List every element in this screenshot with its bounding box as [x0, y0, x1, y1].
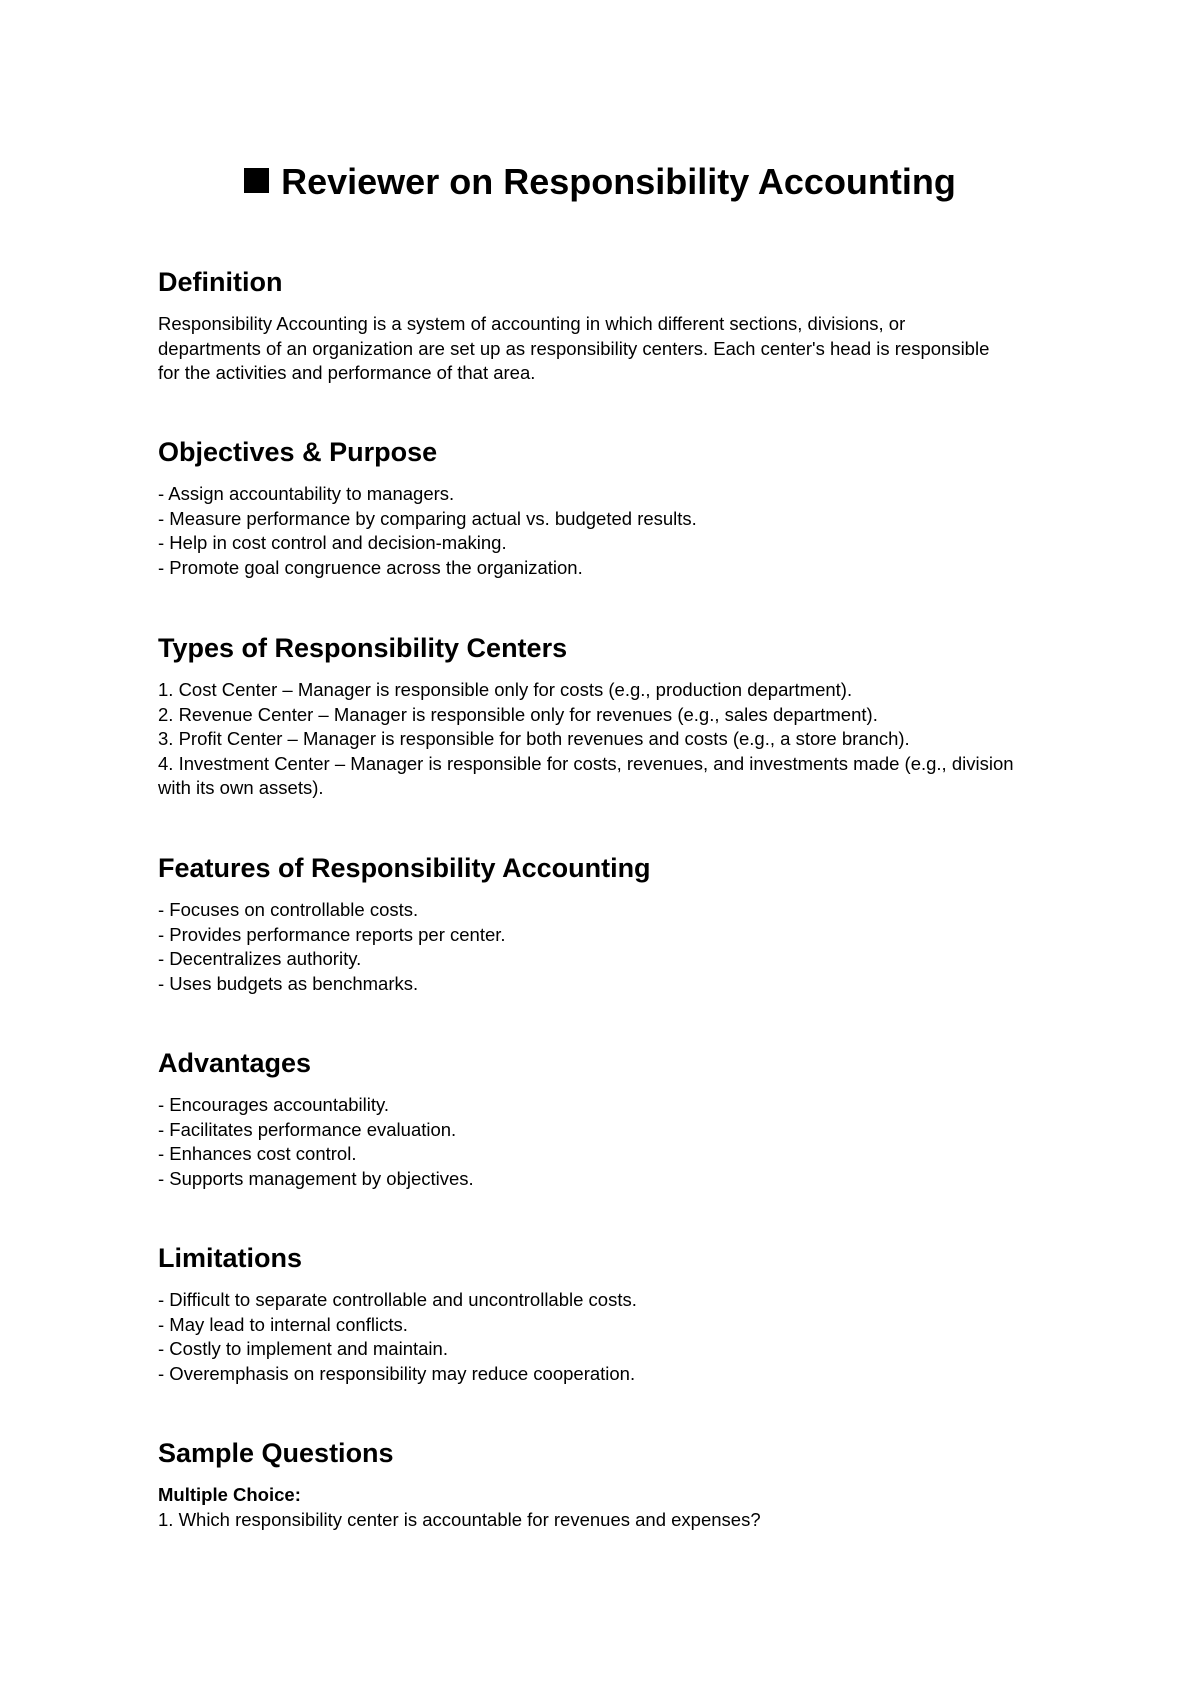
document-title-text: Reviewer on Responsibility Accounting — [281, 161, 956, 202]
section-objectives — [158, 436, 1058, 580]
document-title — [0, 160, 1200, 204]
list-item: - Decentralizes authority. — [158, 948, 362, 970]
list-item: 1. Cost Center – Manager is responsible only for costs (e.g., production department). — [158, 679, 853, 700]
black-square-icon — [244, 168, 269, 193]
section-heading-features: Features of Responsibility Accounting — [158, 853, 651, 883]
section-definition — [158, 266, 1058, 386]
list-item: 3. Profit Center – Manager is responsible for both revenues and costs (e.g., a store branch). — [158, 728, 910, 750]
section-heading-types: Types of Responsibility Centers — [158, 633, 568, 663]
section-heading-objectives: Objectives & Purpose — [158, 437, 438, 467]
list-item: - May lead to internal conflicts. — [158, 1313, 408, 1335]
definition-paragraph: Responsibility Accounting is a system of accounting in which different sections, divisions, or departments of an organization are set up as responsibility centers. Each center's head is responsible for the activities and performance of that area. — [158, 313, 990, 384]
section-heading-limitations: Limitations — [158, 1243, 303, 1273]
list-item: - Difficult to separate controllable and uncontrollable costs. — [158, 1289, 637, 1310]
list-item: - Help in cost control and decision-making. — [158, 532, 507, 554]
section-heading-advantages: Advantages — [158, 1048, 312, 1078]
limitations-list — [158, 1288, 1058, 1386]
question-item: 1. Which responsibility center is accountable for revenues and expenses? — [158, 1508, 761, 1530]
section-limitations — [158, 1242, 1058, 1386]
section-sample-questions — [158, 1437, 1058, 1532]
list-item: - Provides performance reports per center. — [158, 923, 506, 945]
list-item: - Focuses on controllable costs. — [158, 899, 419, 920]
section-types — [158, 632, 1058, 801]
section-heading-definition: Definition — [158, 267, 283, 297]
types-list — [158, 678, 1058, 801]
list-item: 2. Revenue Center – Manager is responsible only for revenues (e.g., sales department). — [158, 703, 878, 725]
list-item: - Overemphasis on responsibility may reduce cooperation. — [158, 1362, 636, 1384]
objectives-list — [158, 482, 1058, 580]
section-advantages — [158, 1047, 1058, 1191]
definition-body — [158, 312, 1058, 386]
list-item: 4. Investment Center – Manager is responsible for costs, revenues, and investments made (e.g., division with its own assets). — [158, 752, 1014, 799]
list-item: - Promote goal congruence across the organization. — [158, 556, 583, 578]
list-item: - Uses budgets as benchmarks. — [158, 972, 419, 994]
features-list — [158, 898, 1058, 996]
section-features — [158, 852, 1058, 996]
advantages-list — [158, 1093, 1058, 1191]
list-item: - Facilitates performance evaluation. — [158, 1118, 457, 1140]
list-item: - Costly to implement and maintain. — [158, 1338, 448, 1360]
list-item: - Enhances cost control. — [158, 1143, 357, 1165]
list-item: - Assign accountability to managers. — [158, 483, 455, 504]
list-item: - Supports management by objectives. — [158, 1167, 474, 1189]
sample-questions-body — [158, 1483, 1058, 1532]
list-item: - Measure performance by comparing actual vs. budgeted results. — [158, 507, 697, 529]
list-item: - Encourages accountability. — [158, 1094, 390, 1115]
section-heading-sample-questions: Sample Questions — [158, 1438, 394, 1468]
multiple-choice-subheading: Multiple Choice: — [158, 1484, 301, 1505]
